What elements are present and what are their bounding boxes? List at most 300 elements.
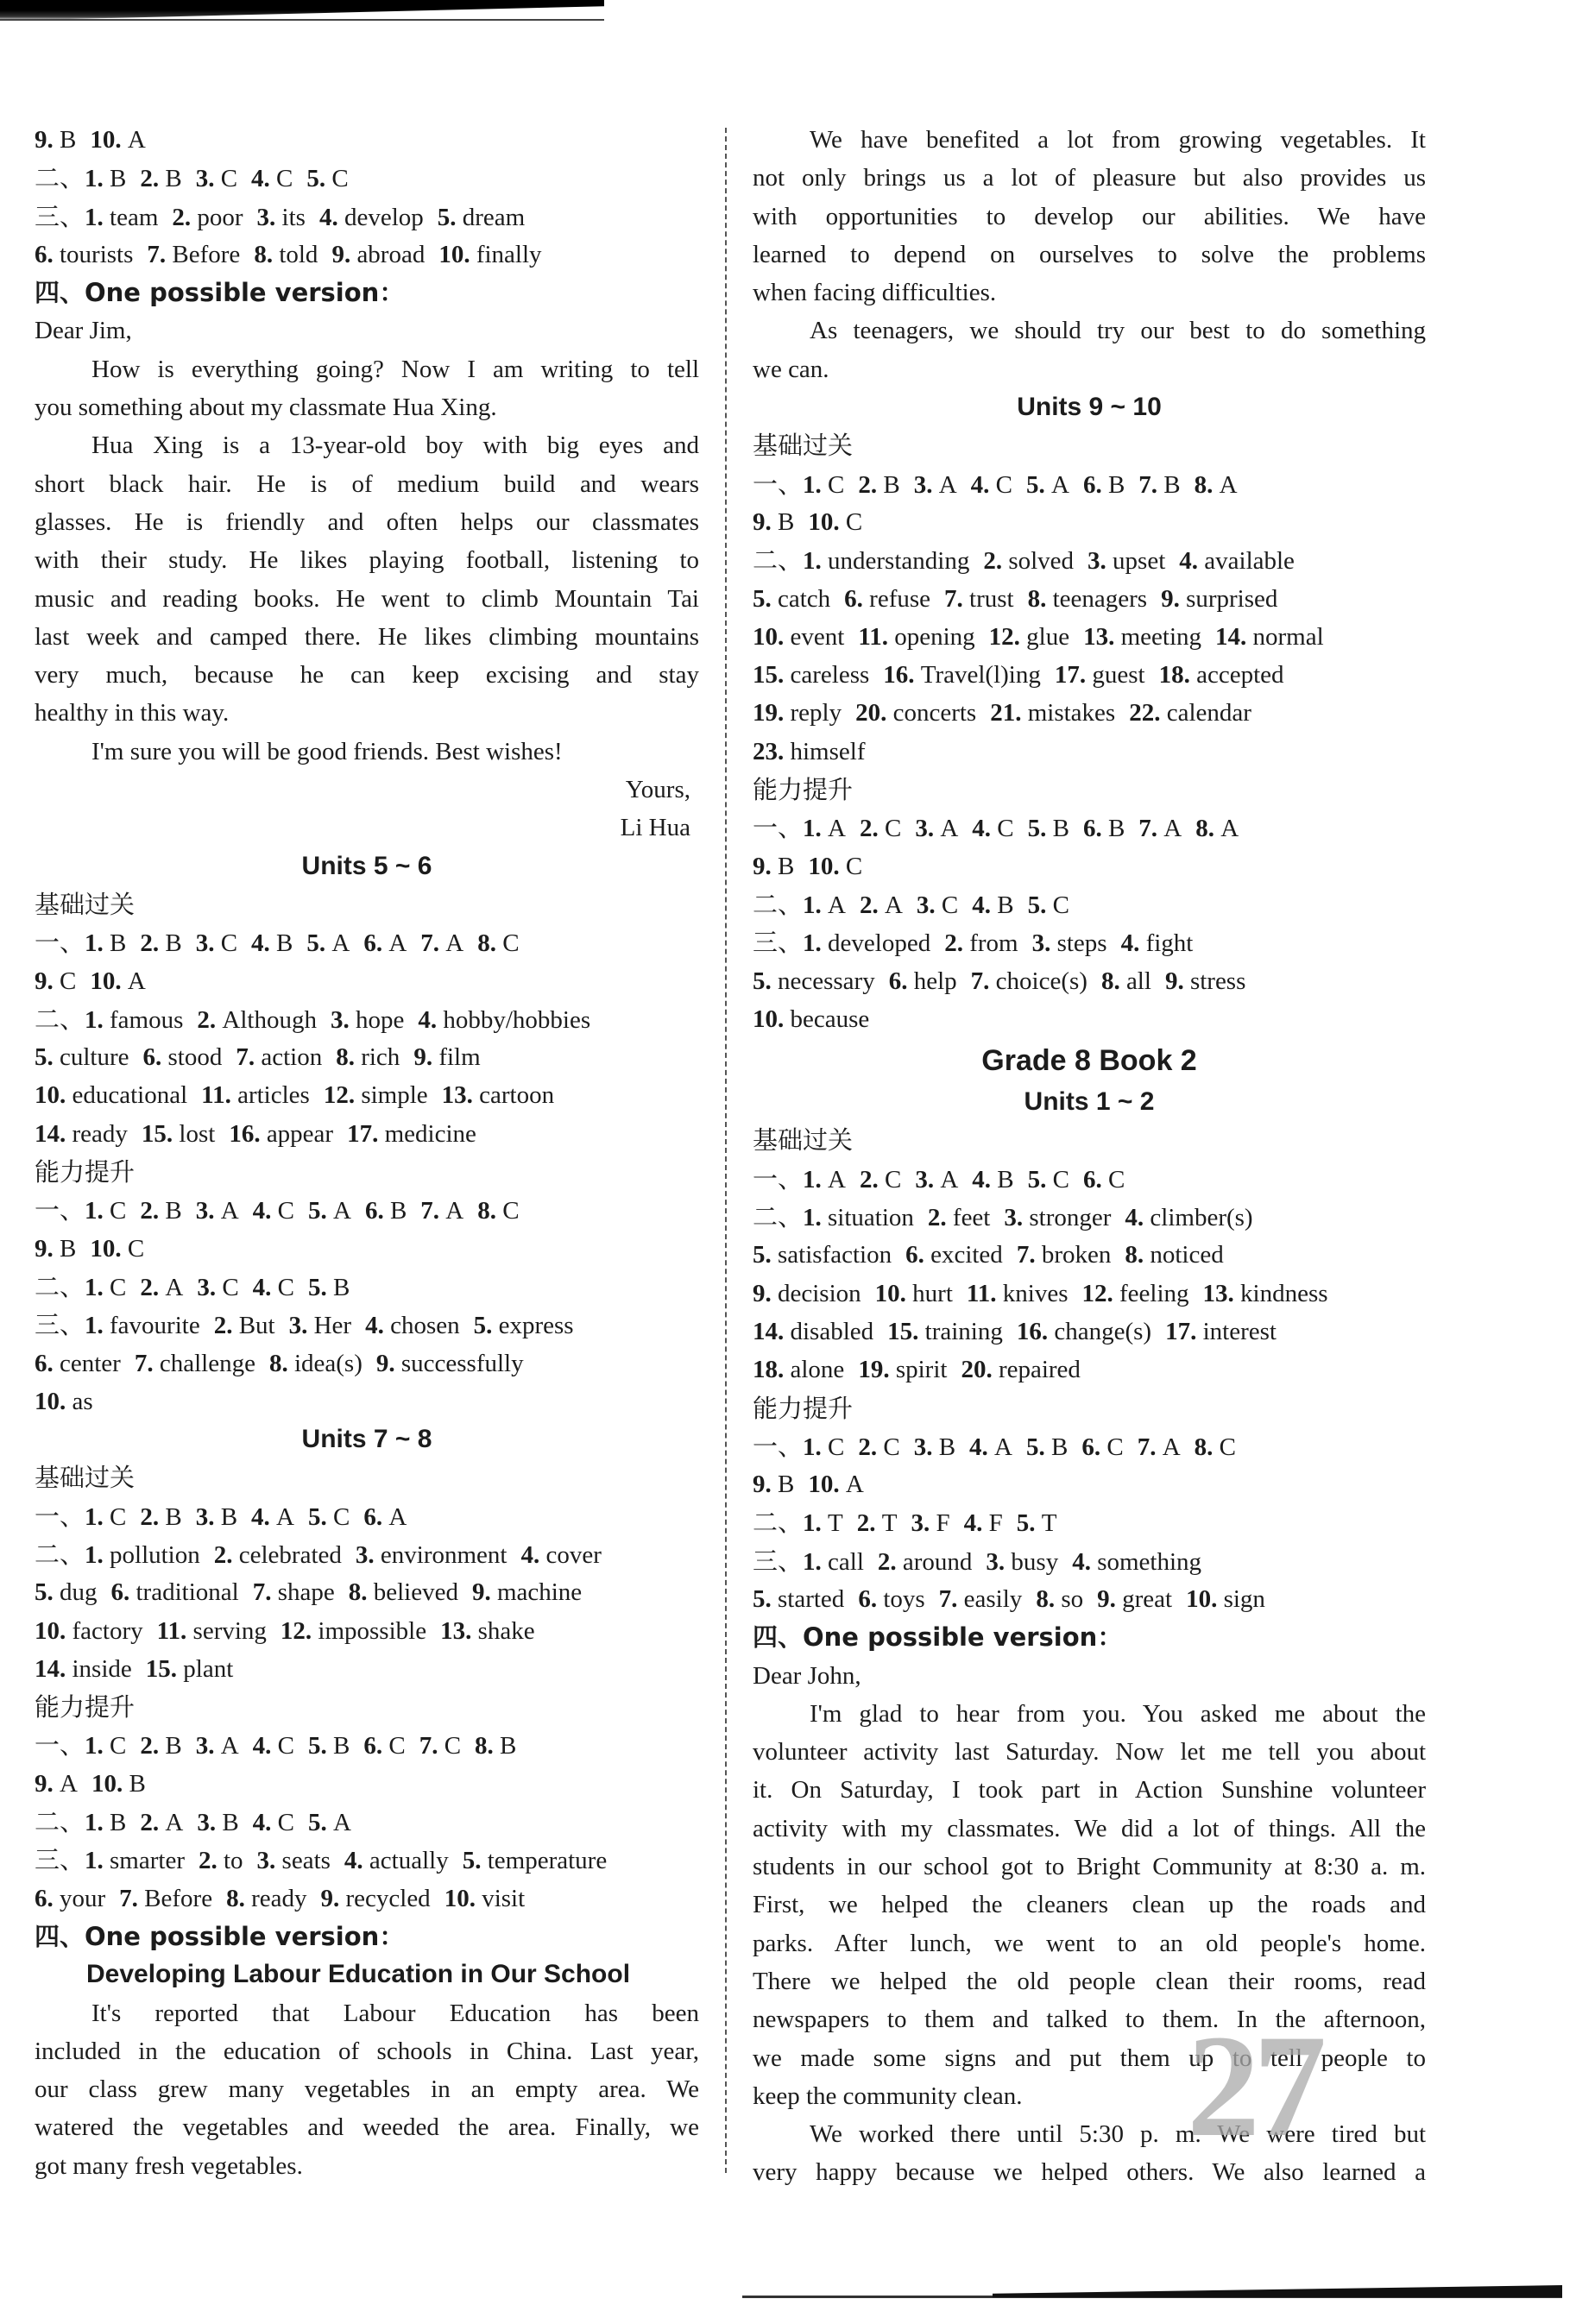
answer-number: 4. bbox=[318, 203, 344, 231]
paragraph-line: volunteer activity last Saturday. Now let me tell you about bbox=[753, 1738, 1426, 1767]
unit-heading: Units 1 ~ 2 bbox=[1024, 1087, 1155, 1117]
answer-item: 2. celebrated bbox=[213, 1540, 342, 1569]
answer-item: 5. C bbox=[1027, 1165, 1069, 1193]
top-rule bbox=[0, 19, 604, 21]
section-number: 一、 bbox=[753, 1163, 804, 1193]
grade-heading: Grade 8 Book 2 bbox=[981, 1044, 1197, 1078]
answer-line bbox=[35, 1268, 699, 1306]
answer-number: 6. bbox=[110, 1578, 136, 1607]
answer-line bbox=[753, 1503, 1426, 1541]
section-number: 三、 bbox=[35, 1310, 85, 1340]
answer-number: 19. bbox=[858, 1356, 896, 1384]
answer-number: 1. bbox=[803, 547, 829, 576]
answer-number: 6. bbox=[364, 1197, 390, 1225]
section-number: 二、 bbox=[35, 1539, 85, 1569]
answer-number: 23. bbox=[753, 737, 791, 765]
answer-item: 2. feet bbox=[927, 1204, 991, 1232]
section-number: 二、 bbox=[753, 545, 804, 576]
answer-item: 9. decision bbox=[753, 1279, 861, 1307]
answer-line bbox=[35, 1726, 699, 1764]
answer-item: 7. A bbox=[420, 929, 464, 958]
answer-item: 9. B bbox=[35, 1234, 77, 1263]
answer-item: 2. from bbox=[944, 929, 1018, 958]
answer-item: 6. tourists bbox=[35, 240, 134, 268]
answer-item: 1. team bbox=[85, 203, 159, 231]
answer-item: 9. B bbox=[753, 1471, 795, 1499]
answer-number: 3. bbox=[355, 1540, 381, 1569]
answer-item: 5. express bbox=[473, 1312, 574, 1340]
answer-number: 18. bbox=[753, 1356, 791, 1384]
answer-item: 10. because bbox=[753, 1005, 870, 1033]
answer-line bbox=[753, 1465, 1426, 1503]
paragraph-line: very happy because we helped others. We also learned a bbox=[753, 2158, 1426, 2187]
answer-item: 2. B bbox=[140, 929, 182, 958]
answer-item: 4. something bbox=[1072, 1547, 1202, 1576]
answer-item: 20. concerts bbox=[855, 699, 977, 727]
answer-item: 10. event bbox=[753, 622, 845, 651]
answer-number: 6. bbox=[35, 1349, 60, 1377]
answer-number: 4. bbox=[972, 815, 998, 843]
left-column bbox=[35, 121, 699, 2185]
answer-item: 5. B bbox=[308, 1732, 350, 1760]
answer-line bbox=[35, 1497, 699, 1535]
column-divider bbox=[725, 128, 727, 2173]
answer-number: 4. bbox=[252, 1732, 278, 1760]
answer-item: 6. B bbox=[1082, 815, 1125, 843]
answer-item: 6. C bbox=[1081, 1433, 1124, 1461]
answer-number: 2. bbox=[983, 547, 1009, 576]
answer-item: 16. appear bbox=[229, 1119, 334, 1148]
answer-item: 5. C bbox=[306, 165, 349, 193]
subsection-heading: 基础过关 bbox=[35, 1463, 136, 1493]
answer-number: 3. bbox=[915, 815, 941, 843]
answer-item: 7. Before bbox=[119, 1884, 213, 1912]
answer-item: 1. pollution bbox=[85, 1540, 200, 1569]
answer-item: 18. accepted bbox=[1158, 661, 1284, 690]
answer-number: 8. bbox=[348, 1578, 374, 1607]
answer-item: 10. as bbox=[35, 1387, 93, 1415]
answer-item: 2. B bbox=[140, 1732, 182, 1760]
answer-number: 9. bbox=[35, 1234, 60, 1263]
answer-item: 4. B bbox=[972, 1165, 1014, 1193]
subsection-heading: 能力提升 bbox=[35, 1692, 136, 1723]
answer-item: 7. trust bbox=[944, 584, 1014, 613]
section-number: 二、 bbox=[753, 889, 804, 919]
section-number: 二、 bbox=[753, 1508, 804, 1538]
answer-number: 20. bbox=[961, 1356, 999, 1384]
answer-item: 13. meeting bbox=[1083, 622, 1202, 651]
answer-item: 6. excited bbox=[905, 1241, 1003, 1269]
answer-number: 3. bbox=[915, 1165, 941, 1193]
paragraph-line: our class grew many vegetables in an empty area. We bbox=[35, 2075, 699, 2104]
answer-item: 7. broken bbox=[1016, 1241, 1112, 1269]
answer-number: 9. bbox=[753, 507, 778, 536]
answer-number: 8. bbox=[1100, 967, 1126, 995]
answer-number: 6. bbox=[35, 240, 60, 268]
answer-number: 8. bbox=[475, 1732, 501, 1760]
answer-number: 1. bbox=[803, 1509, 829, 1538]
answer-number: 9. bbox=[413, 1043, 439, 1072]
answer-item: 1. B bbox=[85, 1809, 127, 1837]
answer-number: 14. bbox=[35, 1654, 72, 1683]
answer-number: 5. bbox=[1026, 470, 1051, 499]
answer-item: 15. plant bbox=[145, 1654, 234, 1683]
answer-number: 5. bbox=[308, 1273, 333, 1301]
section-number: 一、 bbox=[753, 469, 804, 499]
page-number: 27 bbox=[1187, 2005, 1320, 2167]
answer-line bbox=[753, 923, 1426, 961]
answer-line bbox=[753, 1160, 1426, 1198]
answer-number: 2. bbox=[140, 1273, 166, 1301]
answer-item: 10. factory bbox=[35, 1616, 143, 1645]
answer-number: 4. bbox=[1120, 929, 1146, 958]
answer-number: 2. bbox=[140, 1502, 166, 1531]
paragraph-line: healthy in this way. bbox=[35, 699, 230, 727]
answer-number: 7. bbox=[938, 1584, 964, 1613]
answer-number: 7. bbox=[1016, 1241, 1042, 1269]
answer-item: 4. climber(s) bbox=[1125, 1204, 1253, 1232]
answer-item: 7. A bbox=[420, 1197, 464, 1225]
answer-item: 6. B bbox=[364, 1197, 407, 1225]
answer-item: 16. change(s) bbox=[1016, 1317, 1152, 1345]
answer-item: 7. shape bbox=[252, 1578, 335, 1607]
answer-number: 5. bbox=[308, 1502, 333, 1531]
answer-number: 1. bbox=[85, 1273, 110, 1301]
answer-line bbox=[35, 1000, 699, 1038]
answer-item: 9. B bbox=[753, 507, 795, 536]
answer-number: 1. bbox=[85, 1502, 110, 1531]
answer-item: 1. C bbox=[85, 1732, 127, 1760]
answer-item: 5. B bbox=[308, 1273, 350, 1301]
answer-number: 3. bbox=[911, 1509, 936, 1538]
answer-number: 2. bbox=[856, 1509, 882, 1538]
answer-item: 4. C bbox=[251, 165, 293, 193]
answer-item: 12. glue bbox=[988, 622, 1070, 651]
answer-number: 10. bbox=[1186, 1584, 1224, 1613]
answer-item: 13. kindness bbox=[1202, 1279, 1328, 1307]
answer-item: 5. C bbox=[308, 1502, 350, 1531]
answer-number: 8. bbox=[1036, 1584, 1062, 1613]
answer-item: 14. ready bbox=[35, 1119, 128, 1148]
answer-number: 1. bbox=[803, 1165, 829, 1193]
answer-number: 15. bbox=[753, 661, 791, 690]
answer-number: 3. bbox=[256, 203, 282, 231]
answer-item: 8. rich bbox=[336, 1043, 400, 1072]
answer-item: 18. alone bbox=[753, 1356, 845, 1384]
answer-item: 3. its bbox=[256, 203, 306, 231]
answer-number: 3. bbox=[986, 1547, 1012, 1576]
section-number: 二、 bbox=[753, 1202, 804, 1232]
answer-item: 3. steps bbox=[1031, 929, 1107, 958]
answer-number: 10. bbox=[753, 622, 791, 651]
answer-line bbox=[35, 962, 699, 1000]
answer-item: 1. C bbox=[85, 1197, 127, 1225]
answer-item: 1. A bbox=[803, 891, 846, 919]
paragraph-line: we can. bbox=[753, 355, 829, 383]
answer-item: 10. A bbox=[90, 967, 146, 995]
answer-number: 10. bbox=[90, 1234, 128, 1263]
answer-item: 9. successfully bbox=[375, 1349, 524, 1377]
paragraph-line: music and reading books. He went to climb Mountain Tai bbox=[35, 584, 699, 613]
paragraph-line: very much, because he can keep excising and stay bbox=[35, 661, 699, 690]
answer-item: 2. But bbox=[213, 1312, 275, 1340]
answer-number: 10. bbox=[808, 1471, 846, 1499]
answer-number: 7. bbox=[420, 929, 446, 958]
answer-number: 10. bbox=[35, 1081, 72, 1110]
answer-item: 5. catch bbox=[753, 584, 831, 613]
answer-number: 7. bbox=[119, 1884, 145, 1912]
answer-item: 7. B bbox=[1138, 470, 1181, 499]
answer-item: 8. noticed bbox=[1125, 1241, 1224, 1269]
answer-item: 6. help bbox=[888, 967, 957, 995]
answer-item: 1. C bbox=[85, 1273, 127, 1301]
answer-item: 7. A bbox=[1138, 815, 1182, 843]
paragraph-line: with their study. He likes playing football, listening to bbox=[35, 546, 699, 575]
answer-item: 6. B bbox=[1082, 470, 1125, 499]
answer-item: 10. A bbox=[808, 1471, 864, 1499]
answer-number: 9. bbox=[1161, 584, 1187, 613]
answer-item: 4. F bbox=[963, 1509, 1003, 1538]
section-number: 三、 bbox=[753, 928, 804, 958]
answer-item: 2. to bbox=[198, 1847, 243, 1875]
answer-item: 1. understanding bbox=[803, 547, 970, 576]
answer-item: 3. stronger bbox=[1004, 1204, 1112, 1232]
answer-item: 1. B bbox=[85, 165, 127, 193]
answer-number: 11. bbox=[966, 1279, 1003, 1307]
answer-number: 4. bbox=[251, 1502, 277, 1531]
answer-number: 17. bbox=[1054, 661, 1093, 690]
answer-item: 11. opening bbox=[858, 622, 975, 651]
subsection-heading: 能力提升 bbox=[35, 1157, 136, 1187]
answer-number: 1. bbox=[803, 1433, 829, 1461]
answer-number: 6. bbox=[142, 1043, 168, 1072]
answer-line bbox=[35, 1306, 699, 1344]
answer-item: 8. told bbox=[254, 240, 318, 268]
answer-item: 15. lost bbox=[141, 1119, 216, 1148]
answer-number: 12. bbox=[988, 622, 1027, 651]
answer-line bbox=[753, 541, 1426, 579]
answer-number: 10. bbox=[808, 507, 846, 536]
answer-item: 22. calendar bbox=[1129, 699, 1251, 727]
answer-item: 3. A bbox=[913, 470, 957, 499]
answer-number: 5. bbox=[753, 1584, 778, 1613]
answer-number: 4. bbox=[252, 1273, 278, 1301]
answer-item: 13. cartoon bbox=[441, 1081, 555, 1110]
answer-item: 11. knives bbox=[966, 1279, 1069, 1307]
answer-number: 1. bbox=[803, 1204, 829, 1232]
answer-item: 7. C bbox=[419, 1732, 462, 1760]
answer-number: 1. bbox=[803, 815, 829, 843]
answer-number: 9. bbox=[375, 1349, 401, 1377]
answer-number: 14. bbox=[753, 1317, 791, 1345]
answer-item: 7. Before bbox=[147, 240, 241, 268]
answer-number: 9. bbox=[753, 1471, 778, 1499]
answer-item: 10. visit bbox=[444, 1884, 526, 1912]
answer-number: 6. bbox=[905, 1241, 931, 1269]
section-number: 三、 bbox=[35, 1845, 85, 1875]
answer-number: 1. bbox=[85, 1005, 110, 1034]
paragraph-line: parks. After lunch, we went to an old people's home. bbox=[753, 1929, 1426, 1957]
answer-item: 9. great bbox=[1097, 1584, 1173, 1613]
answer-number: 7. bbox=[1138, 470, 1164, 499]
answer-item: 2. C bbox=[858, 1433, 900, 1461]
answer-line bbox=[35, 121, 699, 159]
answer-number: 5. bbox=[753, 584, 778, 613]
answer-item: 5. A bbox=[1026, 470, 1069, 499]
paragraph-line: last week and camped there. He likes climbing mountains bbox=[35, 622, 699, 651]
answer-item: 11. serving bbox=[156, 1616, 267, 1645]
answer-item: 20. repaired bbox=[961, 1356, 1081, 1384]
answer-number: 2. bbox=[140, 1732, 166, 1760]
answer-line bbox=[35, 1382, 699, 1420]
answer-item: 4. chosen bbox=[365, 1312, 460, 1340]
answer-number: 5. bbox=[35, 1043, 60, 1072]
answer-number: 1. bbox=[803, 470, 829, 499]
answer-number: 14. bbox=[35, 1119, 72, 1148]
answer-number: 3. bbox=[195, 165, 221, 193]
section-number: 二、 bbox=[35, 163, 85, 193]
answer-number: 9. bbox=[1097, 1584, 1123, 1613]
answer-line bbox=[753, 618, 1426, 656]
answer-number: 9. bbox=[35, 1769, 60, 1798]
answer-item: 3. C bbox=[197, 1273, 239, 1301]
answer-number: 11. bbox=[858, 622, 895, 651]
answer-number: 16. bbox=[883, 661, 921, 690]
answer-item: 10. finally bbox=[438, 240, 542, 268]
answer-number: 5. bbox=[308, 1197, 333, 1225]
paragraph-line: Dear Jim, bbox=[35, 317, 132, 345]
answer-number: 2. bbox=[859, 815, 885, 843]
answer-item: 9. abroad bbox=[331, 240, 426, 268]
answer-number: 3. bbox=[913, 1433, 939, 1461]
answer-item: 4. develop bbox=[318, 203, 424, 231]
answer-item: 13. shake bbox=[440, 1616, 535, 1645]
answer-line bbox=[753, 465, 1426, 503]
answer-number: 6. bbox=[1082, 815, 1108, 843]
answer-item: 3. F bbox=[911, 1509, 950, 1538]
answer-line bbox=[35, 1345, 699, 1382]
answer-item: 3. B bbox=[195, 1502, 238, 1531]
answer-item: 6. toys bbox=[858, 1584, 925, 1613]
answer-number: 2. bbox=[198, 1847, 224, 1875]
answer-item: 12. impossible bbox=[280, 1616, 427, 1645]
answer-item: 6. A bbox=[363, 929, 407, 958]
answer-number: 16. bbox=[229, 1119, 267, 1148]
answer-line bbox=[35, 1765, 699, 1803]
subsection-heading: 基础过关 bbox=[753, 1125, 854, 1156]
paragraph-line: keep the community clean. bbox=[753, 2082, 1023, 2110]
answer-item: 10. educational bbox=[35, 1081, 188, 1110]
answer-item: 3. B bbox=[913, 1433, 956, 1461]
answer-item: 2. A bbox=[140, 1809, 184, 1837]
answer-item: 4. actually bbox=[344, 1847, 449, 1875]
answer-item: 1. favourite bbox=[85, 1312, 200, 1340]
answer-number: 5. bbox=[437, 203, 463, 231]
answer-line bbox=[753, 809, 1426, 847]
answer-number: 2. bbox=[858, 470, 884, 499]
answer-line bbox=[35, 236, 699, 274]
answer-number: 19. bbox=[753, 699, 791, 727]
answer-item: 9. B bbox=[35, 126, 77, 154]
paragraph-line: It's reported that Labour Education has been bbox=[91, 1999, 699, 2027]
answer-item: 5. B bbox=[1027, 815, 1069, 843]
answer-number: 3. bbox=[1004, 1204, 1030, 1232]
answer-number: 11. bbox=[201, 1081, 238, 1110]
answer-number: 10. bbox=[90, 126, 128, 154]
answer-number: 8. bbox=[1194, 470, 1220, 499]
answer-number: 1. bbox=[85, 1847, 110, 1875]
answer-item: 3. Her bbox=[288, 1312, 352, 1340]
paragraph-line: I'm glad to hear from you. You asked me about the bbox=[810, 1699, 1426, 1728]
answer-number: 10. bbox=[91, 1769, 129, 1798]
answer-number: 5. bbox=[753, 1241, 778, 1269]
answer-item: 4. A bbox=[251, 1502, 294, 1531]
paragraph-line: we made some signs and put them up to tell people to bbox=[753, 2044, 1426, 2072]
section-number: 一、 bbox=[35, 928, 85, 958]
answer-item: 2. Although bbox=[197, 1005, 317, 1034]
answer-item: 8. C bbox=[477, 1197, 520, 1225]
answer-item: 5. dug bbox=[35, 1578, 98, 1607]
answer-item: 2. solved bbox=[983, 547, 1075, 576]
answer-number: 4. bbox=[251, 165, 277, 193]
answer-number: 1. bbox=[85, 165, 110, 193]
answer-item: 8. so bbox=[1036, 1584, 1084, 1613]
paragraph-line: We worked there until 5:30 p. m. We were tired but bbox=[810, 2120, 1426, 2149]
answer-item: 1. C bbox=[85, 1502, 127, 1531]
answer-item: 3. C bbox=[916, 891, 959, 919]
answer-number: 8. bbox=[1027, 584, 1053, 613]
answer-item: 9. machine bbox=[471, 1578, 583, 1607]
answer-number: 3. bbox=[256, 1847, 282, 1875]
answer-number: 6. bbox=[363, 929, 389, 958]
answer-item: 5. temperature bbox=[462, 1847, 608, 1875]
answer-number: 1. bbox=[85, 1732, 110, 1760]
answer-number: 9. bbox=[753, 1279, 778, 1307]
answer-item: 1. A bbox=[803, 1165, 846, 1193]
answer-item: 12. feeling bbox=[1081, 1279, 1189, 1307]
answer-item: 9. stress bbox=[1164, 967, 1246, 995]
answer-item: 8. idea(s) bbox=[268, 1349, 362, 1377]
answer-number: 9. bbox=[35, 967, 60, 995]
answer-number: 4. bbox=[252, 1197, 278, 1225]
answer-item: 1. call bbox=[803, 1547, 864, 1576]
answer-item: 12. simple bbox=[323, 1081, 428, 1110]
answer-item: 2. B bbox=[858, 470, 900, 499]
unit-heading: Units 5 ~ 6 bbox=[301, 851, 432, 880]
answer-number: 3. bbox=[330, 1005, 356, 1034]
answer-number: 3. bbox=[195, 1502, 221, 1531]
answer-number: 10. bbox=[874, 1279, 913, 1307]
paragraph-line: There we helped the old people clean their rooms, read bbox=[753, 1967, 1426, 1995]
answer-number: 17. bbox=[347, 1119, 385, 1148]
answer-number: 8. bbox=[254, 240, 280, 268]
answer-item: 8. teenagers bbox=[1027, 584, 1148, 613]
answer-number: 3. bbox=[1088, 547, 1113, 576]
paragraph-line: you something about my classmate Hua Xing. bbox=[35, 394, 497, 422]
answer-item: 8. B bbox=[475, 1732, 517, 1760]
answer-item: 9. C bbox=[35, 967, 77, 995]
answer-number: 10. bbox=[90, 967, 128, 995]
answer-item: 8. A bbox=[1194, 470, 1238, 499]
answer-number: 2. bbox=[140, 929, 166, 958]
answer-item: 4. hobby/hobbies bbox=[418, 1005, 591, 1034]
answer-number: 4. bbox=[970, 470, 996, 499]
answer-item: 2. T bbox=[856, 1509, 898, 1538]
answer-item: 17. guest bbox=[1054, 661, 1145, 690]
paragraph-line: newspapers to them and talked to them. In the afternoon, bbox=[753, 2006, 1426, 2034]
paragraph-line: when facing difficulties. bbox=[753, 279, 997, 307]
answer-line bbox=[753, 885, 1426, 923]
